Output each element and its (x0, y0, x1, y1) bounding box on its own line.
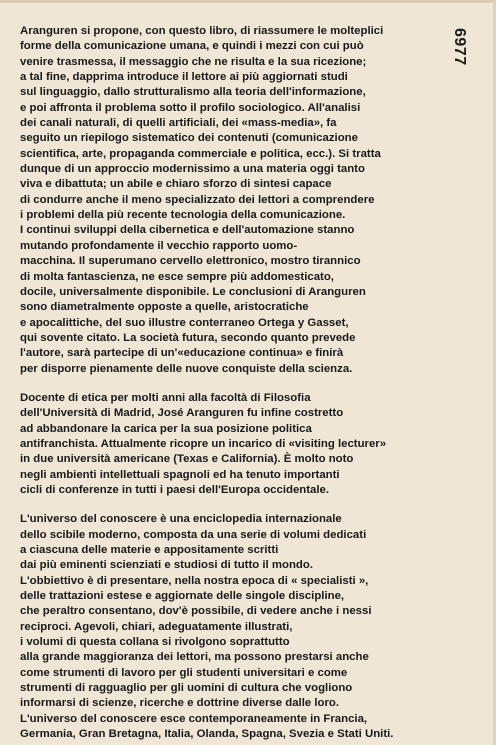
text-line: sul linguaggio, dallo strutturalismo alla teoria dell'informazione, (20, 86, 366, 99)
text-line: i volumi di questa collana si rivolgono soprattutto (20, 636, 290, 649)
text-line: l'autore, sarà partecipe di un'«educazione continua» e finirà (20, 347, 344, 360)
text-line: antifranchista. Attualmente ricopre un incarico di «visiting lecturer» (20, 437, 387, 450)
text-line: dai più eminenti scienziati e studiosi di tutto il mondo. (20, 559, 314, 572)
text-line: Germania, Gran Bretagna, Italia, Olanda, Spagna, Svezia e Stati Uniti. (20, 728, 394, 741)
text-line: delle trattazioni estese e aggiornate delle singole discipline, (20, 590, 345, 603)
text-line: dello scibile moderno, composta da una serie di volumi dedicati (20, 528, 367, 541)
text-line: qui sovente citato. La società futura, secondo quanto prevede (20, 331, 356, 344)
text-line: a ciascuna delle materie e appositamente scritti (20, 544, 279, 556)
text-line: dei canali naturali, di quelli artificiali, dei «mass-media», fa (20, 117, 337, 130)
text-line: di molta fantascienza, ne esce sempre più addomesticato, (20, 270, 334, 283)
text-line: docile, universalmente disponibile. Le conclusioni di Aranguren (20, 285, 366, 298)
text-line: seguito un riepilogo sistematico dei contenuti (comunicazione (20, 132, 358, 145)
blurb-text (20, 24, 468, 742)
text-line: alla grande maggioranza dei lettori, ma possono prestarsi anche (20, 651, 369, 664)
text-line: i problemi della più recente tecnologia della comunicazione. (20, 209, 346, 222)
text-line: Aranguren si propone, con questo libro, di riassumere le molteplici (20, 25, 384, 37)
text-line: forme della comunicazione umana, e quindi i mezzi con cui può (20, 40, 364, 53)
catalog-number: 6977 (451, 28, 468, 66)
text-line: strumenti di ragguaglio per gli uomini di cultura che vogliono (20, 682, 353, 695)
text-line: Docente di etica per molti anni alla facoltà di Filosofia (20, 391, 311, 404)
paragraph-spacer (20, 498, 468, 512)
text-line: L'universo del conoscere è una enciclopedia internazionale (20, 513, 342, 526)
text-line: negli ambienti intellettuali spagnoli ed ha tenuto importanti (20, 468, 340, 481)
text-line: a tal fine, dapprima introduce il lettore ai più aggiornati studi (20, 71, 348, 84)
blurb-paragraph-book (20, 24, 468, 377)
text-line: di condurre anche il meno specializzato dei lettori a comprendere (20, 193, 375, 206)
text-line: che peraltro consentano, dov'è possibile, di vedere anche i nessi (20, 605, 372, 618)
text-line: in due università americane (Texas e California). È molto noto (20, 453, 354, 466)
text-line: L'obbiettivo è di presentare, nella nostra epoca di « specialisti », (20, 574, 369, 587)
text-line: venire trasmessa, il messaggio che ne risulta e la sua ricezione; (20, 55, 367, 68)
text-line: reciproci. Agevoli, chiari, adeguatamente illustrati, (20, 620, 293, 633)
text-line: viva e dibattuta; un abile e chiaro sforzo di sintesi capace (20, 178, 332, 191)
text-line: per disporre pienamente delle nuove conquiste della scienza. (20, 362, 353, 375)
cover-top-edge (0, 0, 496, 3)
text-line: cicli di conferenze in tutti i paesi dell'Europa occidentale. (20, 483, 330, 496)
text-line: e apocalittiche, del suo illustre conterraneo Ortega y Gasset, (20, 316, 349, 329)
text-line: I continui sviluppi della cibernetica e dell'automazione stanno (20, 224, 355, 237)
text-line: mutando profondamente il vecchio rapporto uomo- (20, 239, 298, 252)
blurb-paragraph-series (20, 512, 468, 742)
text-line: e poi affronta il problema sotto il profilo sociologico. All'analisi (20, 101, 361, 114)
blurb-paragraph-author (20, 391, 468, 498)
text-line: come strumenti di lavoro per gli studenti universitari e come (20, 666, 348, 679)
text-line: sono diametralmente opposte a quelle, aristocratiche (20, 301, 309, 314)
text-line: macchina. Il superumano cervello elettronico, mostro tirannico (20, 255, 361, 268)
text-line: ad abbandonare la carica per la sua posizione politica (20, 422, 312, 435)
text-line: dell'Università di Madrid, José Aranguren fu infine costretto (20, 407, 344, 420)
text-line: L'universo del conoscere esce contemporaneamente in Francia, (20, 712, 368, 725)
text-line: informarsi di scienze, ricerche e dottrine diverse dalle loro. (20, 697, 340, 710)
text-line: dunque di un approccio modernissimo a una materia oggi tanto (20, 163, 365, 176)
text-line: scientifica, arte, propaganda commerciale e politica, ecc.). Si tratta (20, 147, 381, 160)
paragraph-spacer (20, 377, 468, 391)
